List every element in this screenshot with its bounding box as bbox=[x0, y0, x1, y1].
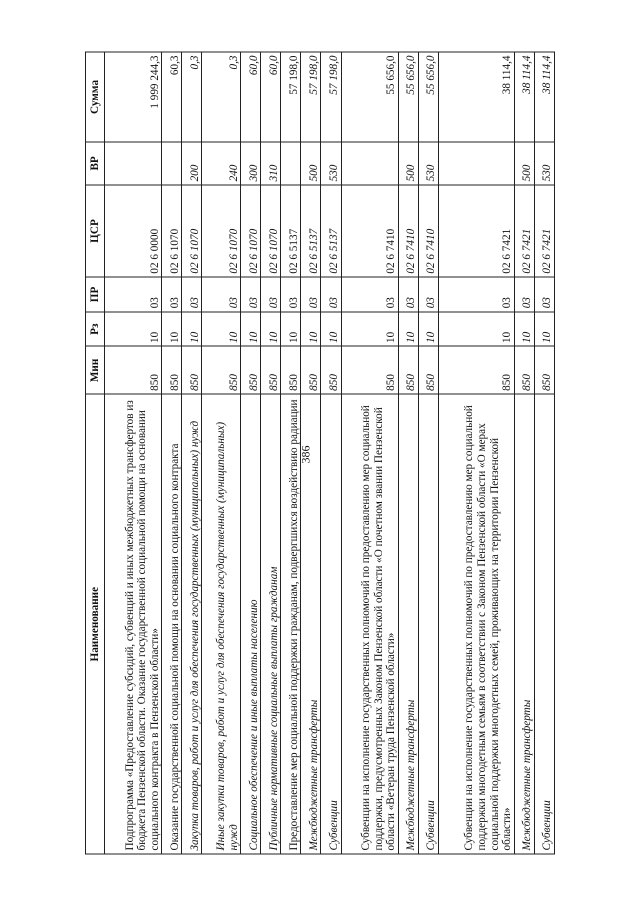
cell-vr: 200 bbox=[182, 141, 202, 184]
table-header bbox=[86, 52, 105, 854]
header-vr: ВР bbox=[86, 141, 105, 184]
cell-csr: 02 6 5137 bbox=[301, 184, 321, 276]
header-min: Мин bbox=[86, 346, 105, 394]
table-row bbox=[301, 52, 321, 854]
table-row bbox=[105, 52, 162, 854]
header-rz: Рз bbox=[86, 311, 105, 346]
cell-rz: 10 bbox=[105, 311, 162, 346]
cell-name: Субвенции bbox=[321, 394, 341, 854]
table-row bbox=[162, 52, 182, 854]
header-name: Наименование bbox=[86, 394, 105, 854]
cell-csr: 02 6 7410 bbox=[418, 184, 438, 276]
cell-min: 850 bbox=[281, 346, 301, 394]
cell-pr: 03 bbox=[438, 277, 514, 312]
cell-rz: 10 bbox=[398, 311, 418, 346]
cell-sum: 60,3 bbox=[162, 52, 182, 142]
cell-min: 850 bbox=[321, 346, 341, 394]
cell-sum: 38 114,4 bbox=[514, 52, 534, 142]
cell-csr: 02 6 1070 bbox=[182, 184, 202, 276]
cell-pr: 03 bbox=[261, 277, 281, 312]
cell-name: Иные закупки товаров, работ и услуг для обеспечения государственных (муниципальных) нужд bbox=[202, 394, 241, 854]
cell-pr: 03 bbox=[534, 277, 554, 312]
cell-pr: 03 bbox=[514, 277, 534, 312]
table-row bbox=[418, 52, 438, 854]
cell-min: 850 bbox=[398, 346, 418, 394]
header-sum: Сумма bbox=[86, 52, 105, 142]
cell-sum: 55 656,0 bbox=[341, 52, 398, 142]
cell-name: Субвенции на исполнение государственных полномочий по предоставлению мер социальной поддержки, предусмотренных Законом Пензенской области «О почетном звании Пензенской области «Ветеран труда Пензенской области» bbox=[341, 394, 398, 854]
cell-rz: 10 bbox=[182, 311, 202, 346]
header-row bbox=[86, 52, 105, 854]
cell-min: 850 bbox=[261, 346, 281, 394]
cell-vr: 500 bbox=[301, 141, 321, 184]
cell-rz: 10 bbox=[261, 311, 281, 346]
cell-min: 850 bbox=[514, 346, 534, 394]
cell-vr: 530 bbox=[534, 141, 554, 184]
cell-pr: 03 bbox=[418, 277, 438, 312]
cell-min: 850 bbox=[438, 346, 514, 394]
cell-name: Закупка товаров, работ и услуг для обеспечения государственных (муниципальных) нужд bbox=[182, 394, 202, 854]
cell-vr bbox=[281, 141, 301, 184]
cell-csr: 02 6 1070 bbox=[261, 184, 281, 276]
cell-csr: 02 6 5137 bbox=[321, 184, 341, 276]
cell-min: 850 bbox=[105, 346, 162, 394]
cell-csr: 02 6 1070 bbox=[241, 184, 261, 276]
cell-vr bbox=[438, 141, 514, 184]
cell-pr: 03 bbox=[241, 277, 261, 312]
cell-rz: 10 bbox=[321, 311, 341, 346]
header-csr: ЦСР bbox=[86, 184, 105, 276]
cell-vr: 530 bbox=[321, 141, 341, 184]
cell-name: Оказание государственной социальной помощи на основании социального контракта bbox=[162, 394, 182, 854]
table-row bbox=[341, 52, 398, 854]
cell-csr: 02 6 7410 bbox=[341, 184, 398, 276]
cell-sum: 0,3 bbox=[202, 52, 241, 142]
cell-sum: 57 198,0 bbox=[301, 52, 321, 142]
cell-name: Межбюджетные трансферты bbox=[514, 394, 534, 854]
cell-csr: 02 6 0000 bbox=[105, 184, 162, 276]
cell-min: 850 bbox=[202, 346, 241, 394]
cell-sum: 38 114,4 bbox=[534, 52, 554, 142]
table-row bbox=[241, 52, 261, 854]
cell-sum: 55 656,0 bbox=[418, 52, 438, 142]
cell-csr: 02 6 7421 bbox=[534, 184, 554, 276]
cell-sum: 1 999 244,3 bbox=[105, 52, 162, 142]
cell-vr: 500 bbox=[398, 141, 418, 184]
cell-sum: 57 198,0 bbox=[281, 52, 301, 142]
cell-rz: 10 bbox=[281, 311, 301, 346]
cell-sum: 60,0 bbox=[261, 52, 281, 142]
cell-rz: 10 bbox=[341, 311, 398, 346]
cell-csr: 02 6 5137 bbox=[281, 184, 301, 276]
cell-name: Подпрограмма «Предоставление субсидий, субвенций и иных межбюджетных трансфертов из бюджета Пензенской области. Оказание государственной социальной помощи на основании социального контракта в Пензенской области» bbox=[105, 394, 162, 854]
cell-sum: 60,0 bbox=[241, 52, 261, 142]
table-row bbox=[202, 52, 241, 854]
cell-name: Социальное обеспечение и иные выплаты населению bbox=[241, 394, 261, 854]
cell-vr: 310 bbox=[261, 141, 281, 184]
cell-rz: 10 bbox=[162, 311, 182, 346]
table-row bbox=[398, 52, 418, 854]
cell-csr: 02 6 7421 bbox=[514, 184, 534, 276]
cell-name: Субвенции на исполнение государственных полномочий по предоставлению мер социальной поддержки многодетным семьям в соответствии с Законом Пензенской области «О мерах социальной поддержки многодетных семей, проживающих на территории Пензенской области» bbox=[438, 394, 514, 854]
cell-name: Публичные нормативные социальные выплаты гражданам bbox=[261, 394, 281, 854]
table-row bbox=[438, 52, 514, 854]
header-pr: ПР bbox=[86, 277, 105, 312]
cell-pr: 03 bbox=[105, 277, 162, 312]
cell-pr: 03 bbox=[321, 277, 341, 312]
cell-sum: 55 656,0 bbox=[398, 52, 418, 142]
cell-pr: 03 bbox=[182, 277, 202, 312]
cell-vr bbox=[105, 141, 162, 184]
cell-rz: 10 bbox=[418, 311, 438, 346]
table-row bbox=[182, 52, 202, 854]
cell-min: 850 bbox=[162, 346, 182, 394]
cell-vr: 300 bbox=[241, 141, 261, 184]
cell-pr: 03 bbox=[202, 277, 241, 312]
cell-vr bbox=[341, 141, 398, 184]
cell-sum: 38 114,4 bbox=[438, 52, 514, 142]
cell-rz: 10 bbox=[241, 311, 261, 346]
table-row bbox=[281, 52, 301, 854]
cell-csr: 02 6 7410 bbox=[398, 184, 418, 276]
table-row bbox=[534, 52, 554, 854]
cell-vr bbox=[162, 141, 182, 184]
cell-min: 850 bbox=[182, 346, 202, 394]
cell-rz: 10 bbox=[301, 311, 321, 346]
cell-min: 850 bbox=[418, 346, 438, 394]
cell-pr: 03 bbox=[398, 277, 418, 312]
page-number: 386 bbox=[298, 445, 313, 464]
table-row bbox=[514, 52, 534, 854]
cell-name: Межбюджетные трансферты bbox=[398, 394, 418, 854]
cell-pr: 03 bbox=[281, 277, 301, 312]
cell-name: Предоставление мер социальной поддержки гражданам, подвергшихся воздействию радиации bbox=[281, 394, 301, 854]
rotated-page-content bbox=[85, 51, 555, 854]
cell-name: Субвенции bbox=[534, 394, 554, 854]
cell-sum: 57 198,0 bbox=[321, 52, 341, 142]
cell-rz: 10 bbox=[202, 311, 241, 346]
cell-csr: 02 6 1070 bbox=[162, 184, 182, 276]
budget-table bbox=[85, 51, 555, 854]
table-row bbox=[321, 52, 341, 854]
cell-pr: 03 bbox=[341, 277, 398, 312]
cell-sum: 0,3 bbox=[182, 52, 202, 142]
cell-pr: 03 bbox=[301, 277, 321, 312]
cell-name: Межбюджетные трансферты bbox=[301, 394, 321, 854]
table-row bbox=[261, 52, 281, 854]
cell-min: 850 bbox=[534, 346, 554, 394]
cell-pr: 03 bbox=[162, 277, 182, 312]
cell-rz: 10 bbox=[534, 311, 554, 346]
cell-vr: 530 bbox=[418, 141, 438, 184]
table-body bbox=[105, 52, 555, 854]
cell-min: 850 bbox=[301, 346, 321, 394]
cell-name: Субвенции bbox=[418, 394, 438, 854]
cell-min: 850 bbox=[341, 346, 398, 394]
cell-vr: 240 bbox=[202, 141, 241, 184]
cell-rz: 10 bbox=[514, 311, 534, 346]
cell-csr: 02 6 7421 bbox=[438, 184, 514, 276]
cell-min: 850 bbox=[241, 346, 261, 394]
cell-vr: 500 bbox=[514, 141, 534, 184]
cell-csr: 02 6 1070 bbox=[202, 184, 241, 276]
cell-rz: 10 bbox=[438, 311, 514, 346]
